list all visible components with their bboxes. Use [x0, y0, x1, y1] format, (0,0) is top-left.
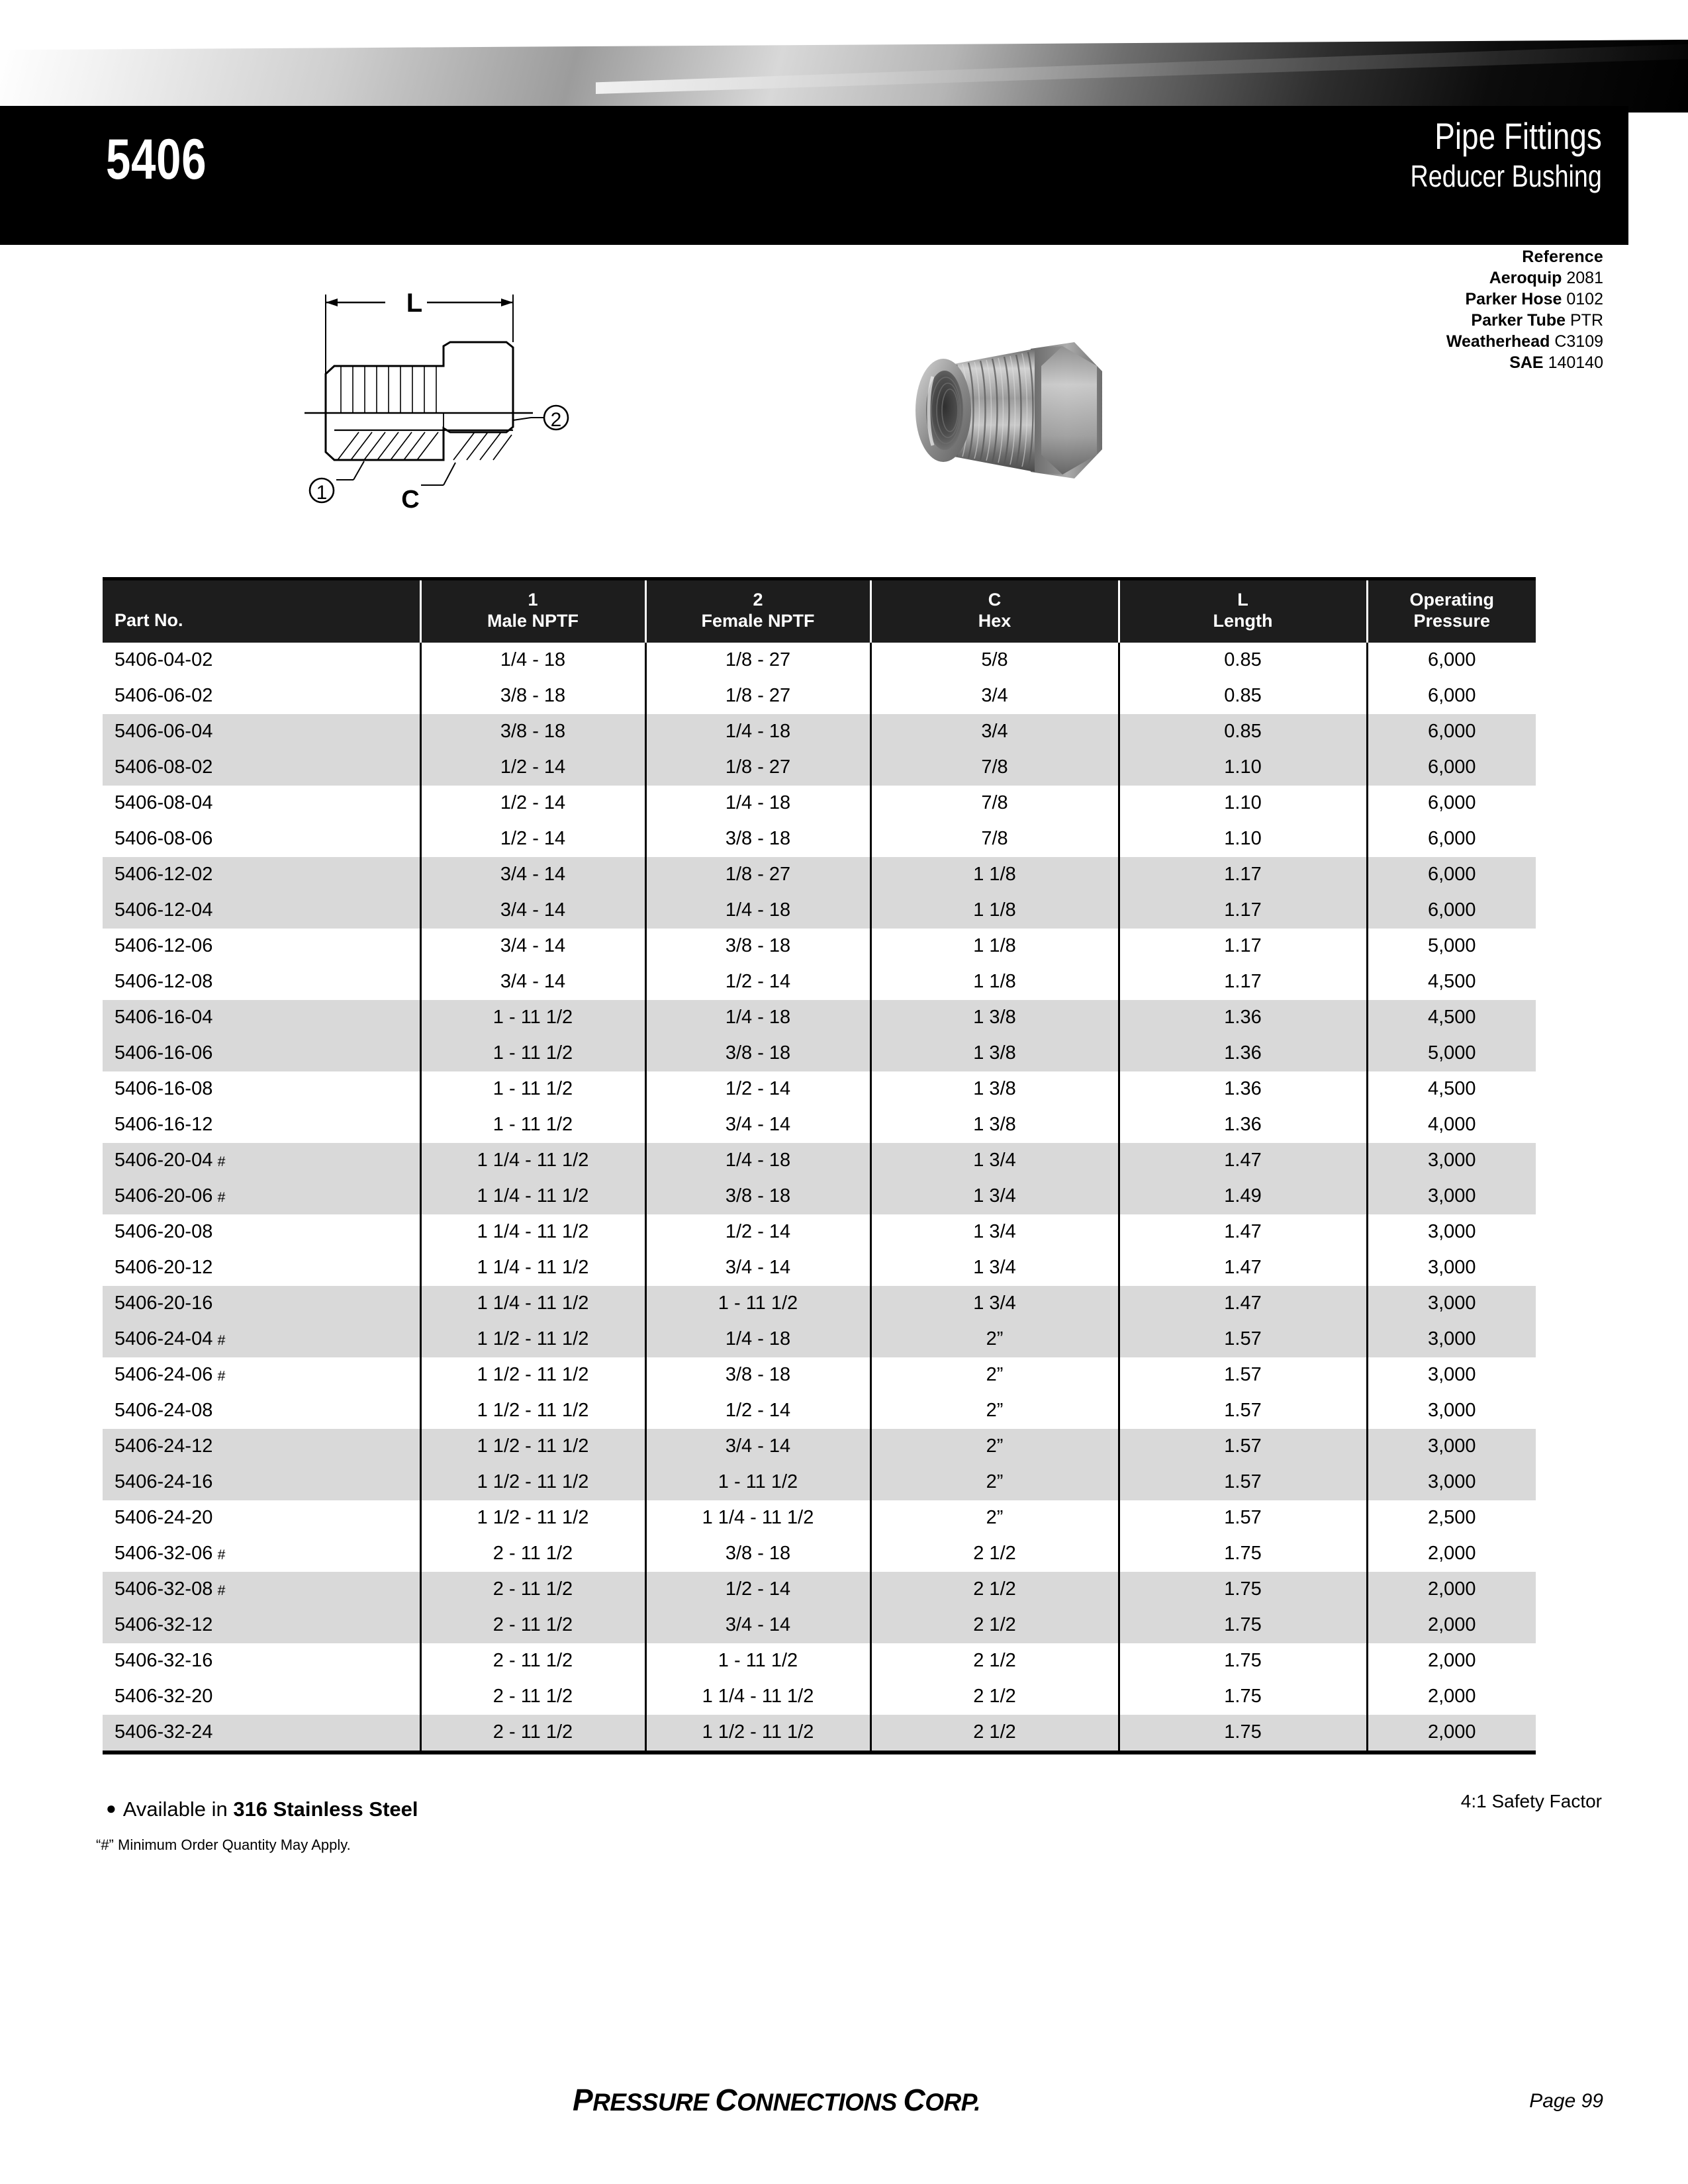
cell-length: 1.75 — [1119, 1608, 1367, 1643]
cell-operating-pressure: 3,000 — [1367, 1179, 1536, 1214]
cell-operating-pressure: 4,500 — [1367, 1071, 1536, 1107]
cell-length: 1.36 — [1119, 1107, 1367, 1143]
cell-length: 1.17 — [1119, 857, 1367, 893]
cell-part-number: 5406-16-12 — [103, 1107, 420, 1143]
cell-hex: 3/4 — [870, 678, 1119, 714]
cell-part-number: 5406-24-08 — [103, 1393, 420, 1429]
cell-length: 1.47 — [1119, 1214, 1367, 1250]
cell-male-nptf: 1/2 - 14 — [420, 821, 645, 857]
minimum-order-marker: # — [217, 1582, 226, 1598]
cell-operating-pressure: 3,000 — [1367, 1322, 1536, 1357]
cell-part-number: 5406-16-06 — [103, 1036, 420, 1071]
cell-part-number: 5406-32-08 # — [103, 1572, 420, 1608]
cell-male-nptf: 1/4 - 18 — [420, 643, 645, 678]
cell-female-nptf: 1 - 11 1/2 — [645, 1643, 870, 1679]
cell-length: 1.75 — [1119, 1572, 1367, 1608]
header-title-group — [1368, 116, 1602, 194]
column-header-hex-label: Hex — [978, 610, 1011, 631]
table-header — [103, 580, 1536, 643]
cell-length: 1.17 — [1119, 893, 1367, 929]
cell-part-number: 5406-06-02 — [103, 678, 420, 714]
cell-male-nptf: 1 - 11 1/2 — [420, 1000, 645, 1036]
cell-part-number: 5406-12-08 — [103, 964, 420, 1000]
cell-operating-pressure: 2,000 — [1367, 1608, 1536, 1643]
cell-operating-pressure: 3,000 — [1367, 1250, 1536, 1286]
cell-hex: 1 3/4 — [870, 1143, 1119, 1179]
table-bottom-rule — [103, 1751, 1536, 1754]
cell-hex: 1 3/4 — [870, 1250, 1119, 1286]
cell-length: 1.36 — [1119, 1071, 1367, 1107]
cell-length: 1.10 — [1119, 786, 1367, 821]
cell-hex: 2” — [870, 1465, 1119, 1500]
cell-part-number: 5406-32-20 — [103, 1679, 420, 1715]
cell-operating-pressure: 3,000 — [1367, 1357, 1536, 1393]
cell-male-nptf: 3/4 - 14 — [420, 857, 645, 893]
reference-item-sae — [1446, 352, 1603, 373]
cell-operating-pressure: 3,000 — [1367, 1286, 1536, 1322]
cell-part-number: 5406-12-02 — [103, 857, 420, 893]
cell-part-number: 5406-12-06 — [103, 929, 420, 964]
table-row — [103, 821, 1536, 857]
table-row — [103, 1143, 1536, 1179]
cell-male-nptf: 1 1/2 - 11 1/2 — [420, 1393, 645, 1429]
product-photo — [864, 308, 1129, 513]
cell-hex: 1 3/8 — [870, 1107, 1119, 1143]
cell-operating-pressure: 4,000 — [1367, 1107, 1536, 1143]
cell-female-nptf: 1/2 - 14 — [645, 1071, 870, 1107]
column-header-female-nptf — [645, 580, 870, 643]
cell-male-nptf: 3/4 - 14 — [420, 893, 645, 929]
cell-female-nptf: 3/8 - 18 — [645, 1036, 870, 1071]
cell-male-nptf: 1 1/4 - 11 1/2 — [420, 1214, 645, 1250]
cell-part-number: 5406-20-16 — [103, 1286, 420, 1322]
minimum-order-marker: # — [217, 1189, 226, 1205]
drawing-label-C: C — [401, 486, 420, 514]
reference-code: 140140 — [1548, 353, 1603, 372]
cell-hex: 1 1/8 — [870, 964, 1119, 1000]
table-row — [103, 1036, 1536, 1071]
cell-hex: 2 1/2 — [870, 1715, 1119, 1751]
column-header-operating-pressure — [1367, 580, 1536, 643]
cell-male-nptf: 1 1/2 - 11 1/2 — [420, 1357, 645, 1393]
cell-male-nptf: 2 - 11 1/2 — [420, 1608, 645, 1643]
cell-hex: 1 3/8 — [870, 1000, 1119, 1036]
reference-item-weatherhead — [1446, 331, 1603, 352]
cell-male-nptf: 1 1/4 - 11 1/2 — [420, 1286, 645, 1322]
cell-male-nptf: 2 - 11 1/2 — [420, 1679, 645, 1715]
cell-female-nptf: 1/8 - 27 — [645, 643, 870, 678]
cell-male-nptf: 1 1/4 - 11 1/2 — [420, 1143, 645, 1179]
logo-orp: ORP. — [925, 2089, 980, 2116]
cell-part-number: 5406-20-08 — [103, 1214, 420, 1250]
cell-operating-pressure: 6,000 — [1367, 893, 1536, 929]
cell-female-nptf: 1/8 - 27 — [645, 750, 870, 786]
cell-male-nptf: 2 - 11 1/2 — [420, 1536, 645, 1572]
column-header-male-label: Male NPTF — [487, 610, 579, 631]
cell-length: 1.57 — [1119, 1465, 1367, 1500]
page-title: Pipe Fittings — [1434, 115, 1602, 157]
logo-onnections: ONNECTIONS — [737, 2089, 904, 2116]
table-row — [103, 1071, 1536, 1107]
cell-female-nptf: 1/4 - 18 — [645, 893, 870, 929]
cell-hex: 2” — [870, 1393, 1119, 1429]
cell-part-number: 5406-24-04 # — [103, 1322, 420, 1357]
cell-length: 1.75 — [1119, 1643, 1367, 1679]
logo-p: P — [573, 2083, 593, 2117]
cell-female-nptf: 1 1/2 - 11 1/2 — [645, 1715, 870, 1751]
cell-female-nptf: 3/4 - 14 — [645, 1429, 870, 1465]
cell-part-number: 5406-04-02 — [103, 643, 420, 678]
logo-ressure: RESSURE — [592, 2089, 716, 2116]
cell-female-nptf: 3/8 - 18 — [645, 1536, 870, 1572]
cell-hex: 7/8 — [870, 786, 1119, 821]
table-row — [103, 1179, 1536, 1214]
cell-hex: 1 1/8 — [870, 929, 1119, 964]
cell-hex: 2 1/2 — [870, 1572, 1119, 1608]
cell-male-nptf: 2 - 11 1/2 — [420, 1643, 645, 1679]
specifications-table-container — [103, 577, 1536, 1754]
cell-hex: 2” — [870, 1357, 1119, 1393]
reference-brand: Parker Tube — [1471, 311, 1566, 330]
cell-length: 0.85 — [1119, 643, 1367, 678]
cell-female-nptf: 3/8 - 18 — [645, 1357, 870, 1393]
table-row — [103, 1357, 1536, 1393]
reference-brand: Weatherhead — [1446, 332, 1550, 351]
column-header-length-symbol: L — [1237, 590, 1248, 610]
cell-length: 1.10 — [1119, 750, 1367, 786]
page-number: Page 99 — [1529, 2090, 1603, 2112]
cell-part-number: 5406-24-20 — [103, 1500, 420, 1536]
cell-hex: 1 3/8 — [870, 1071, 1119, 1107]
table-row — [103, 1715, 1536, 1751]
cell-part-number: 5406-08-04 — [103, 786, 420, 821]
table-row — [103, 1000, 1536, 1036]
cell-operating-pressure: 6,000 — [1367, 678, 1536, 714]
cell-length: 1.57 — [1119, 1429, 1367, 1465]
cell-part-number: 5406-24-16 — [103, 1465, 420, 1500]
table-row — [103, 1322, 1536, 1357]
cell-female-nptf: 1/2 - 14 — [645, 964, 870, 1000]
cell-part-number: 5406-20-06 # — [103, 1179, 420, 1214]
cell-female-nptf: 1/8 - 27 — [645, 857, 870, 893]
logo-c2: C — [903, 2083, 925, 2117]
cell-operating-pressure: 2,000 — [1367, 1572, 1536, 1608]
cell-hex: 7/8 — [870, 750, 1119, 786]
cell-part-number: 5406-16-08 — [103, 1071, 420, 1107]
cell-length: 1.47 — [1119, 1286, 1367, 1322]
cell-length: 0.85 — [1119, 678, 1367, 714]
cell-hex: 3/4 — [870, 714, 1119, 750]
cell-operating-pressure: 2,000 — [1367, 1715, 1536, 1751]
cell-hex: 1 3/8 — [870, 1036, 1119, 1071]
cell-female-nptf: 1/4 - 18 — [645, 1322, 870, 1357]
table-row — [103, 750, 1536, 786]
minimum-order-marker: # — [217, 1368, 226, 1384]
cell-length: 1.75 — [1119, 1679, 1367, 1715]
cell-female-nptf: 3/8 - 18 — [645, 929, 870, 964]
table-row — [103, 1250, 1536, 1286]
cell-operating-pressure: 3,000 — [1367, 1143, 1536, 1179]
reference-code: C3109 — [1554, 332, 1603, 351]
column-header-hex — [870, 580, 1119, 643]
cell-operating-pressure: 6,000 — [1367, 821, 1536, 857]
cell-hex: 7/8 — [870, 821, 1119, 857]
table-row — [103, 1608, 1536, 1643]
drawing-callout-1: 1 — [316, 482, 328, 504]
cell-male-nptf: 1/2 - 14 — [420, 750, 645, 786]
cell-operating-pressure: 2,000 — [1367, 1643, 1536, 1679]
column-header-length-label: Length — [1213, 610, 1273, 631]
cell-female-nptf: 1/2 - 14 — [645, 1572, 870, 1608]
cell-length: 1.57 — [1119, 1393, 1367, 1429]
reference-item-parker-tube — [1446, 310, 1603, 331]
table-row — [103, 964, 1536, 1000]
cell-female-nptf: 1/2 - 14 — [645, 1393, 870, 1429]
minimum-order-marker: # — [217, 1154, 226, 1169]
drawing-label-L: L — [406, 289, 423, 318]
column-header-part-no-label: Part No. — [115, 610, 183, 630]
cell-male-nptf: 1 1/2 - 11 1/2 — [420, 1429, 645, 1465]
table-row — [103, 1214, 1536, 1250]
table-row — [103, 893, 1536, 929]
reference-item-parker-hose — [1446, 289, 1603, 310]
cell-operating-pressure: 3,000 — [1367, 1214, 1536, 1250]
cell-length: 1.57 — [1119, 1500, 1367, 1536]
reference-brand: SAE — [1509, 353, 1544, 372]
table-row — [103, 1286, 1536, 1322]
reference-code: PTR — [1570, 311, 1603, 330]
cell-male-nptf: 1 1/2 - 11 1/2 — [420, 1322, 645, 1357]
cell-part-number: 5406-24-06 # — [103, 1357, 420, 1393]
cell-male-nptf: 1 1/4 - 11 1/2 — [420, 1250, 645, 1286]
cell-operating-pressure: 3,000 — [1367, 1393, 1536, 1429]
table-row — [103, 643, 1536, 678]
cell-female-nptf: 1/4 - 18 — [645, 1000, 870, 1036]
cell-operating-pressure: 6,000 — [1367, 857, 1536, 893]
cell-male-nptf: 1 1/2 - 11 1/2 — [420, 1500, 645, 1536]
cell-hex: 1 3/4 — [870, 1286, 1119, 1322]
column-header-male-nptf — [420, 580, 645, 643]
cell-female-nptf: 3/8 - 18 — [645, 821, 870, 857]
cell-part-number: 5406-32-16 — [103, 1643, 420, 1679]
table-row — [103, 1429, 1536, 1465]
cell-female-nptf: 1/8 - 27 — [645, 678, 870, 714]
column-header-part-no — [103, 580, 420, 643]
cell-male-nptf: 1 - 11 1/2 — [420, 1107, 645, 1143]
technical-drawing — [285, 261, 576, 539]
cell-female-nptf: 1/4 - 18 — [645, 714, 870, 750]
cell-female-nptf: 1/4 - 18 — [645, 1143, 870, 1179]
cell-operating-pressure: 6,000 — [1367, 714, 1536, 750]
note-minimum-order: “#” Minimum Order Quantity May Apply. — [96, 1837, 351, 1853]
table-row — [103, 1465, 1536, 1500]
specifications-table — [103, 580, 1536, 1751]
column-header-male-number: 1 — [528, 590, 538, 610]
cell-hex: 1 1/8 — [870, 857, 1119, 893]
cell-part-number: 5406-12-04 — [103, 893, 420, 929]
logo-c1: C — [715, 2083, 737, 2117]
table-row — [103, 1643, 1536, 1679]
bullet-icon: ● — [106, 1798, 117, 1818]
cell-hex: 2” — [870, 1322, 1119, 1357]
column-header-female-number: 2 — [753, 590, 763, 610]
cell-operating-pressure: 4,500 — [1367, 1000, 1536, 1036]
cell-female-nptf: 1 - 11 1/2 — [645, 1465, 870, 1500]
cell-length: 1.17 — [1119, 964, 1367, 1000]
cell-female-nptf: 1 - 11 1/2 — [645, 1286, 870, 1322]
cell-hex: 2 1/2 — [870, 1608, 1119, 1643]
reference-brand: Parker Hose — [1465, 290, 1562, 308]
cell-length: 1.47 — [1119, 1143, 1367, 1179]
cell-length: 1.75 — [1119, 1536, 1367, 1572]
minimum-order-marker: # — [217, 1332, 226, 1348]
cell-female-nptf: 1 1/4 - 11 1/2 — [645, 1500, 870, 1536]
page-subtitle: Reducer Bushing — [1410, 159, 1602, 194]
cell-female-nptf: 3/4 - 14 — [645, 1250, 870, 1286]
cell-operating-pressure: 6,000 — [1367, 643, 1536, 678]
cell-operating-pressure: 5,000 — [1367, 1036, 1536, 1071]
cell-male-nptf: 3/4 - 14 — [420, 929, 645, 964]
cell-part-number: 5406-20-04 # — [103, 1143, 420, 1179]
cell-operating-pressure: 4,500 — [1367, 964, 1536, 1000]
table-row — [103, 1500, 1536, 1536]
cell-male-nptf: 1 1/2 - 11 1/2 — [420, 1465, 645, 1500]
cell-part-number: 5406-24-12 — [103, 1429, 420, 1465]
cell-hex: 1 1/8 — [870, 893, 1119, 929]
column-header-hex-symbol: C — [988, 590, 1002, 610]
cell-length: 1.36 — [1119, 1000, 1367, 1036]
minimum-order-marker: # — [217, 1547, 226, 1563]
cell-length: 1.49 — [1119, 1179, 1367, 1214]
table-row — [103, 714, 1536, 750]
cell-male-nptf: 1 - 11 1/2 — [420, 1036, 645, 1071]
cell-male-nptf: 2 - 11 1/2 — [420, 1572, 645, 1608]
cell-part-number: 5406-32-12 — [103, 1608, 420, 1643]
cell-part-number: 5406-20-12 — [103, 1250, 420, 1286]
cell-part-number: 5406-06-04 — [103, 714, 420, 750]
cell-length: 1.17 — [1119, 929, 1367, 964]
cell-hex: 2 1/2 — [870, 1536, 1119, 1572]
cell-male-nptf: 3/8 - 18 — [420, 678, 645, 714]
cell-operating-pressure: 2,500 — [1367, 1500, 1536, 1536]
table-row — [103, 857, 1536, 893]
table-header-row — [103, 580, 1536, 643]
table-row — [103, 929, 1536, 964]
reference-code: 2081 — [1566, 269, 1603, 287]
cell-part-number: 5406-16-04 — [103, 1000, 420, 1036]
cell-part-number: 5406-08-06 — [103, 821, 420, 857]
cell-length: 1.57 — [1119, 1322, 1367, 1357]
cell-part-number: 5406-32-24 — [103, 1715, 420, 1751]
cell-male-nptf: 3/8 - 18 — [420, 714, 645, 750]
cell-female-nptf: 1/4 - 18 — [645, 786, 870, 821]
table-row — [103, 1572, 1536, 1608]
column-header-operating: Operating — [1409, 590, 1494, 610]
cell-hex: 2” — [870, 1429, 1119, 1465]
cell-male-nptf: 1 - 11 1/2 — [420, 1071, 645, 1107]
column-header-length — [1119, 580, 1367, 643]
page-header — [0, 0, 1688, 245]
cell-hex: 2” — [870, 1500, 1119, 1536]
cell-part-number: 5406-32-06 # — [103, 1536, 420, 1572]
cell-length: 1.47 — [1119, 1250, 1367, 1286]
cell-part-number: 5406-08-02 — [103, 750, 420, 786]
table-row — [103, 1393, 1536, 1429]
note-stainless-availability — [106, 1797, 418, 1821]
reference-brand: Aeroquip — [1489, 269, 1562, 287]
cell-hex: 2 1/2 — [870, 1643, 1119, 1679]
cell-female-nptf: 1 1/4 - 11 1/2 — [645, 1679, 870, 1715]
reference-code: 0102 — [1566, 290, 1603, 308]
cell-operating-pressure: 3,000 — [1367, 1465, 1536, 1500]
cell-hex: 1 3/4 — [870, 1214, 1119, 1250]
cell-operating-pressure: 2,000 — [1367, 1536, 1536, 1572]
cell-operating-pressure: 6,000 — [1367, 786, 1536, 821]
cell-operating-pressure: 3,000 — [1367, 1429, 1536, 1465]
page-part-number: 5406 — [106, 128, 207, 191]
table-row — [103, 1107, 1536, 1143]
cell-hex: 2 1/2 — [870, 1679, 1119, 1715]
table-row — [103, 786, 1536, 821]
note-available-material: 316 Stainless Steel — [233, 1797, 418, 1821]
cell-length: 0.85 — [1119, 714, 1367, 750]
drawing-callout-2: 2 — [550, 409, 562, 431]
note-safety-factor: 4:1 Safety Factor — [1460, 1791, 1602, 1811]
column-header-female-label: Female NPTF — [701, 610, 815, 631]
cell-length: 1.75 — [1119, 1715, 1367, 1751]
cell-female-nptf: 3/4 - 14 — [645, 1107, 870, 1143]
cell-male-nptf: 1 1/4 - 11 1/2 — [420, 1179, 645, 1214]
cell-female-nptf: 3/8 - 18 — [645, 1179, 870, 1214]
cell-hex: 5/8 — [870, 643, 1119, 678]
cell-male-nptf: 3/4 - 14 — [420, 964, 645, 1000]
note-available-prefix: Available in — [122, 1797, 234, 1821]
table-row — [103, 678, 1536, 714]
cell-length: 1.36 — [1119, 1036, 1367, 1071]
cell-operating-pressure: 6,000 — [1367, 750, 1536, 786]
cell-operating-pressure: 2,000 — [1367, 1679, 1536, 1715]
company-logo — [573, 2082, 980, 2118]
cell-hex: 1 3/4 — [870, 1179, 1119, 1214]
cell-length: 1.57 — [1119, 1357, 1367, 1393]
cell-length: 1.10 — [1119, 821, 1367, 857]
column-header-pressure: Pressure — [1413, 610, 1491, 631]
reference-block — [1446, 246, 1603, 373]
cell-male-nptf: 2 - 11 1/2 — [420, 1715, 645, 1751]
table-row — [103, 1536, 1536, 1572]
table-row — [103, 1679, 1536, 1715]
reference-item-aeroquip — [1446, 267, 1603, 289]
cell-female-nptf: 1/2 - 14 — [645, 1214, 870, 1250]
table-body — [103, 643, 1536, 1751]
cell-female-nptf: 3/4 - 14 — [645, 1608, 870, 1643]
cell-operating-pressure: 5,000 — [1367, 929, 1536, 964]
cell-male-nptf: 1/2 - 14 — [420, 786, 645, 821]
reference-heading: Reference — [1522, 248, 1603, 266]
